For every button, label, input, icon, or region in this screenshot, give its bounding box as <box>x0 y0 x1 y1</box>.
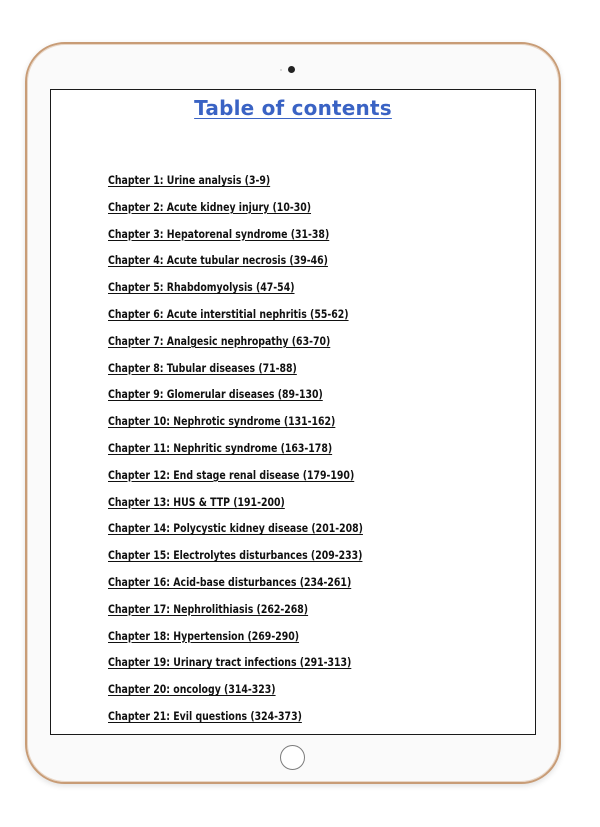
chapter-link[interactable]: Chapter 8: Tubular diseases (71-88) <box>108 361 297 375</box>
chapter-link[interactable]: Chapter 11: Nephritic syndrome (163-178) <box>108 441 333 455</box>
chapter-link[interactable]: Chapter 1: Urine analysis (3-9) <box>108 174 271 187</box>
chapter-link[interactable]: Chapter 12: End stage renal disease (179-190) <box>108 468 355 482</box>
chapter-link[interactable]: Chapter 20: oncology (314-323) <box>108 683 276 697</box>
chapter-list <box>108 173 382 736</box>
chapter-link[interactable]: Chapter 2: Acute kidney injury (10-30) <box>108 200 312 214</box>
chapter-link[interactable]: Chapter 5: Rhabdomyolysis (47-54) <box>108 281 295 295</box>
chapter-link[interactable]: Chapter 18: Hypertension (269-290) <box>108 629 300 643</box>
chapter-link[interactable]: Chapter 10: Nephrotic syndrome (131-162) <box>108 415 336 429</box>
page-title: Table of contents <box>194 96 392 120</box>
chapter-link[interactable]: Chapter 14: Polycystic kidney disease (201-208) <box>108 522 363 536</box>
chapter-link[interactable]: Chapter 21: Evil questions (324-373) <box>108 709 302 723</box>
tablet-screen <box>50 89 536 735</box>
camera-icon <box>288 66 295 73</box>
sensor-dot <box>280 69 282 71</box>
chapter-link[interactable]: Chapter 9: Glomerular diseases (89-130) <box>108 388 323 402</box>
home-button[interactable] <box>280 745 305 770</box>
chapter-link[interactable]: Chapter 19: Urinary tract infections (291-313) <box>108 656 352 670</box>
chapter-link[interactable]: Chapter 15: Electrolytes disturbances (209-233) <box>108 549 363 563</box>
chapter-link[interactable]: Chapter 7: Analgesic nephropathy (63-70) <box>108 334 331 348</box>
chapter-link[interactable]: Chapter 6: Acute interstitial nephritis (55-62) <box>108 307 349 321</box>
chapter-link[interactable]: Chapter 16: Acid-base disturbances (234-261) <box>108 575 352 589</box>
chapter-link[interactable]: Chapter 4: Acute tubular necrosis (39-46) <box>108 254 328 268</box>
chapter-link[interactable]: Chapter 3: Hepatorenal syndrome (31-38) <box>108 227 330 241</box>
chapter-link[interactable]: Chapter 13: HUS & TTP (191-200) <box>108 495 285 509</box>
chapter-link[interactable]: Chapter 17: Nephrolithiasis (262-268) <box>108 602 309 616</box>
